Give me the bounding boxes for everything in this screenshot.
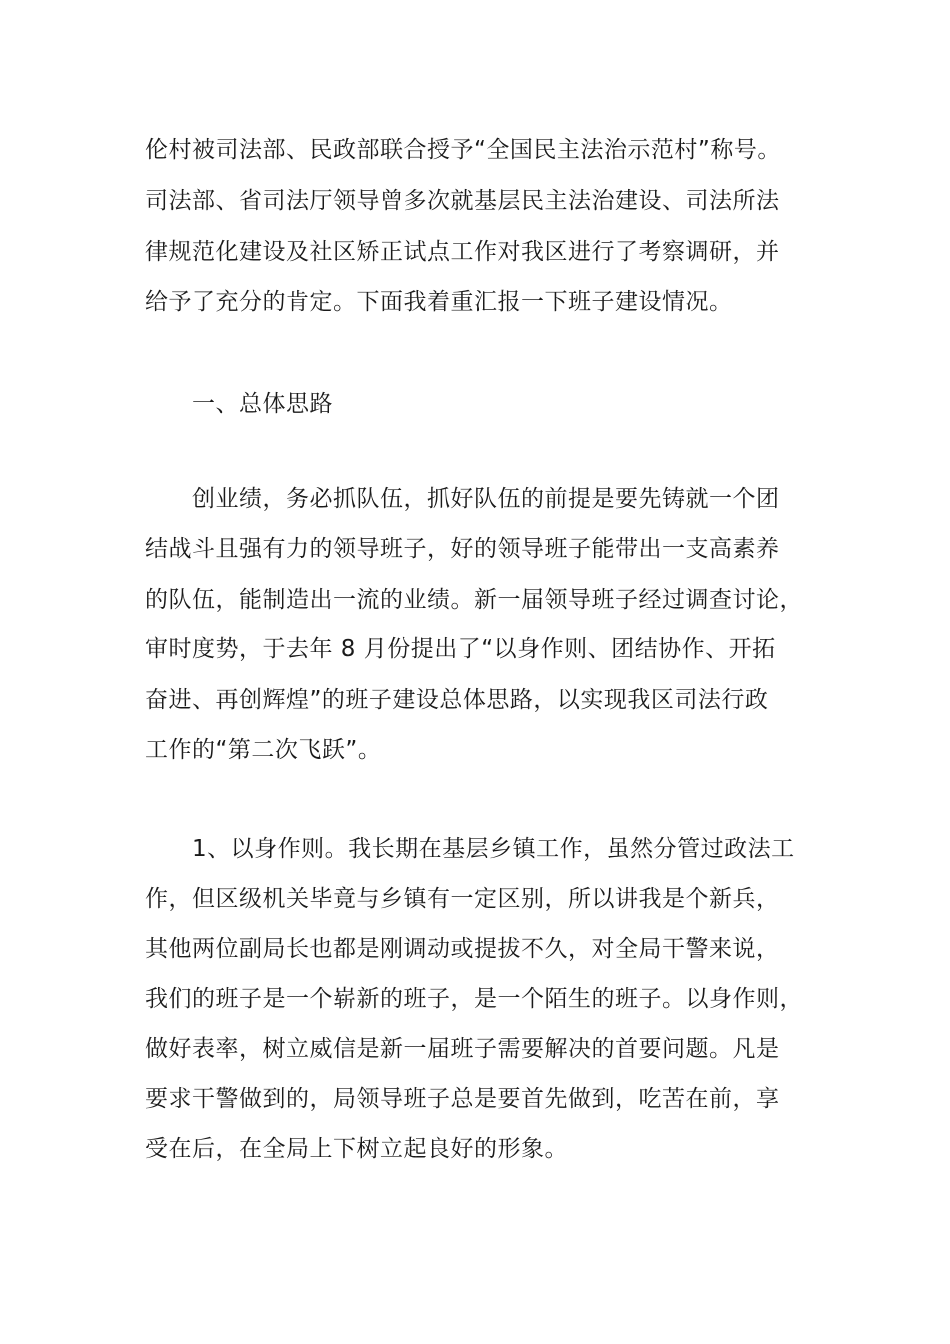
text-line: 工作的“第二次飞跃”。 (145, 737, 382, 763)
text-line: 创业绩，务必抓队伍，抓好队伍的前提是要先铸就一个团 (192, 486, 780, 512)
text-line: 奋进、再创辉煌”的班子建设总体思路，以实现我区司法行政 (145, 687, 769, 713)
text-line: 结战斗且强有力的领导班子，好的领导班子能带出一支高素养 (145, 536, 780, 562)
text-line: 要求干警做到的，局领导班子总是要首先做到，吃苦在前，享 (145, 1086, 780, 1112)
text-line: 其他两位副局长也都是刚调动或提拔不久，对全局干警来说， (145, 936, 780, 962)
text-line: 受在后，在全局上下树立起良好的形象。 (145, 1136, 568, 1162)
text-line: 我们的班子是一个崭新的班子，是一个陌生的班子。以身作则， (145, 986, 803, 1012)
text-line: 伦村被司法部、民政部联合授予“全国民主法治示范村”称号。 (145, 137, 781, 163)
text-line: 给予了充分的肯定。下面我着重汇报一下班子建设情况。 (145, 289, 733, 315)
text-line: 审时度势，于去年 8 月份提出了“以身作则、团结协作、开拓 (145, 636, 776, 662)
text-line: 作，但区级机关毕竟与乡镇有一定区别，所以讲我是个新兵， (145, 886, 780, 912)
text-line: 的队伍，能制造出一流的业绩。新一届领导班子经过调查讨论， (145, 587, 803, 613)
text-line: 做好表率，树立威信是新一届班子需要解决的首要问题。凡是 (145, 1036, 780, 1062)
text-line: 1、以身作则。我长期在基层乡镇工作，虽然分管过政法工 (192, 836, 795, 862)
section-heading: 一、总体思路 (192, 391, 333, 417)
text-line: 司法部、省司法厅领导曾多次就基层民主法治建设、司法所法 (145, 188, 780, 214)
text-line: 律规范化建设及社区矫正试点工作对我区进行了考察调研，并 (145, 239, 780, 265)
